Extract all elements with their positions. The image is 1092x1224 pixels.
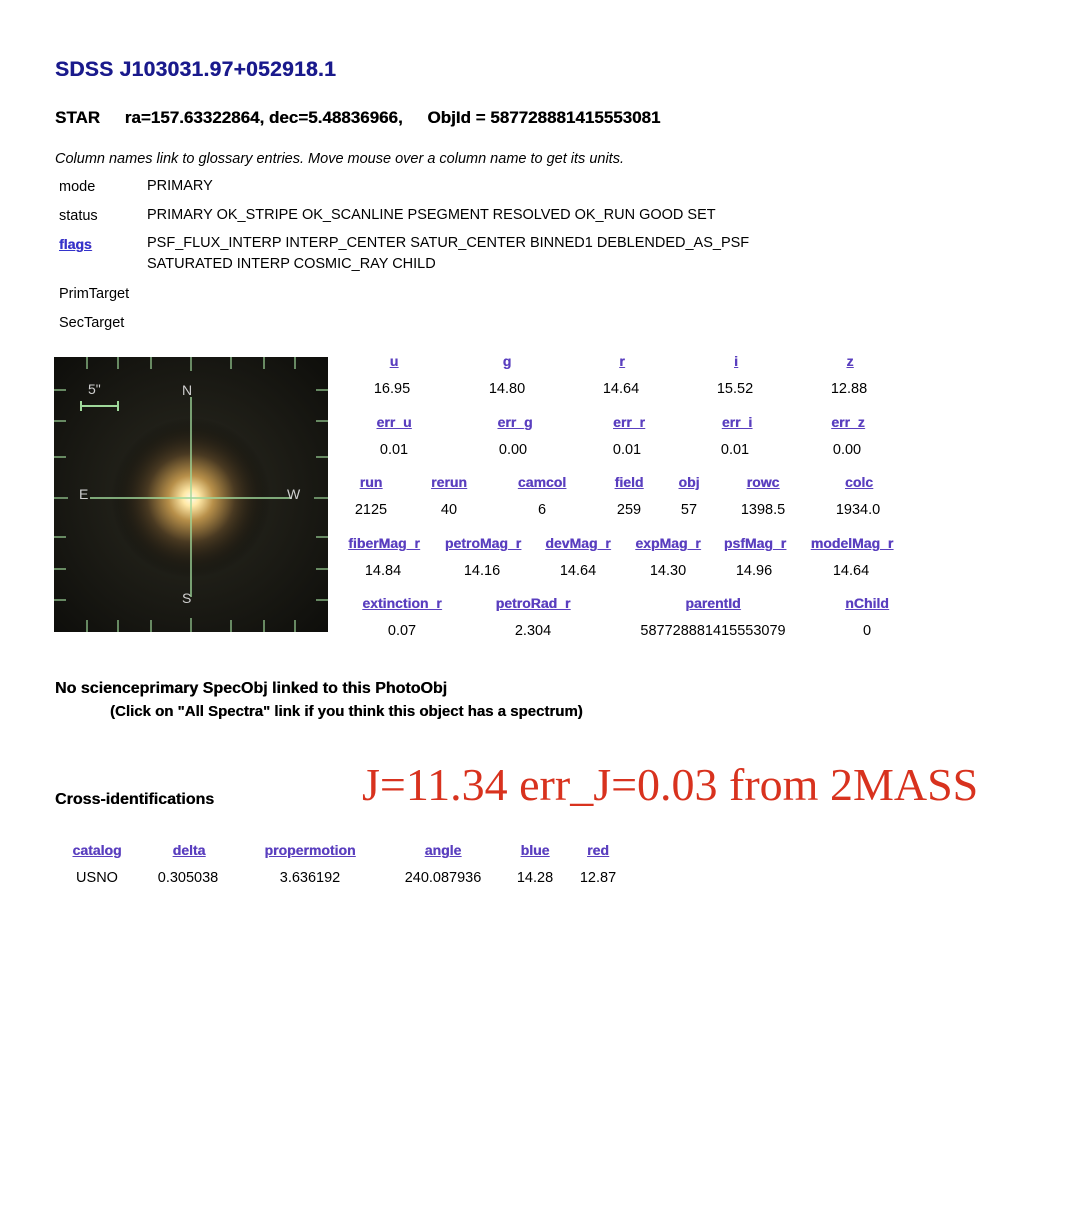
- col-header-err-u[interactable]: err_u: [376, 414, 412, 430]
- col-header-colc[interactable]: colc: [844, 474, 874, 490]
- col-header-err-i[interactable]: err_i: [721, 414, 753, 430]
- value-psfmag-r: 14.96: [735, 563, 773, 579]
- col-header-psfmag-r[interactable]: psfMag_r: [723, 535, 787, 551]
- value-field: 259: [616, 502, 642, 518]
- value-err-i: 0.01: [720, 442, 750, 458]
- flags-value: [147, 233, 749, 275]
- value-u: 16.95: [373, 381, 411, 397]
- col-header-parentid[interactable]: parentId: [685, 595, 741, 611]
- col-header-extinction-r[interactable]: extinction_r: [362, 595, 442, 611]
- flags-link[interactable]: flags: [59, 236, 92, 252]
- crossid-title: Cross-identifications: [55, 791, 215, 808]
- col-header-u[interactable]: u: [389, 353, 399, 369]
- col-header-z[interactable]: z: [846, 353, 854, 369]
- value-modelmag-r: 14.64: [832, 563, 870, 579]
- value-parentid: 587728881415553079: [640, 623, 786, 639]
- col-header-rerun[interactable]: rerun: [431, 474, 467, 490]
- spectrum-hint: (Click on "All Spectra" link if you think this object has a spectrum): [110, 703, 583, 720]
- mode-label: mode: [59, 179, 96, 195]
- value-red: 12.87: [579, 870, 617, 886]
- col-header-err-r[interactable]: err_r: [613, 414, 645, 430]
- status-value: PRIMARY OK_STRIPE OK_SCANLINE PSEGMENT RESOLVED OK_RUN GOOD SET: [147, 207, 716, 223]
- value-extinction-r: 0.07: [387, 623, 417, 639]
- col-header-modelmag-r[interactable]: modelMag_r: [810, 535, 894, 551]
- value-angle: 240.087936: [404, 870, 482, 886]
- col-header-obj[interactable]: obj: [678, 474, 700, 490]
- flags-value-line-2: SATURATED INTERP COSMIC_RAY CHILD: [147, 256, 436, 272]
- value-obj: 57: [680, 502, 698, 518]
- col-header-fibermag-r[interactable]: fiberMag_r: [348, 535, 420, 551]
- col-header-expmag-r[interactable]: expMag_r: [635, 535, 701, 551]
- east-label: E: [79, 486, 89, 502]
- col-header-red[interactable]: red: [587, 842, 609, 858]
- object-image-graphic: [54, 357, 328, 632]
- twomass-annotation: J=11.34 err_J=0.03 from 2MASS: [362, 759, 979, 810]
- west-label: W: [287, 486, 301, 502]
- col-header-blue[interactable]: blue: [520, 842, 550, 858]
- col-header-angle[interactable]: angle: [424, 842, 462, 858]
- mode-value: PRIMARY: [147, 178, 213, 194]
- col-header-rowc[interactable]: rowc: [746, 474, 780, 490]
- object-type: STAR: [55, 108, 101, 127]
- value-nchild: 0: [862, 623, 872, 639]
- value-petromag-r: 14.16: [463, 563, 501, 579]
- value-fibermag-r: 14.84: [364, 563, 402, 579]
- object-summary: [55, 108, 680, 128]
- value-petrorad-r: 2.304: [514, 623, 552, 639]
- col-header-delta[interactable]: delta: [172, 842, 206, 858]
- flags-value-line-1: PSF_FLUX_INTERP INTERP_CENTER SATUR_CENTER BINNED1 DEBLENDED_AS_PSF: [147, 235, 750, 251]
- sectarget-label: SecTarget: [59, 315, 125, 331]
- object-image[interactable]: [54, 357, 328, 632]
- col-header-err-z[interactable]: err_z: [831, 414, 865, 430]
- object-coords: ra=157.63322864, dec=5.48836966,: [124, 108, 403, 127]
- glossary-note: Column names link to glossary entries. Move mouse over a column name to get its units.: [55, 151, 624, 167]
- col-header-devmag-r[interactable]: devMag_r: [545, 535, 611, 551]
- col-header-field[interactable]: field: [614, 474, 644, 490]
- value-err-u: 0.01: [379, 442, 409, 458]
- value-rowc: 1398.5: [740, 502, 786, 518]
- col-header-err-g[interactable]: err_g: [497, 414, 533, 430]
- value-devmag-r: 14.64: [559, 563, 597, 579]
- south-label: S: [182, 590, 192, 606]
- value-catalog: USNO: [76, 870, 118, 886]
- col-header-propermotion[interactable]: propermotion: [264, 842, 356, 858]
- value-err-z: 0.00: [832, 442, 862, 458]
- col-header-catalog[interactable]: catalog: [72, 842, 122, 858]
- col-header-i[interactable]: i: [734, 353, 738, 369]
- value-z: 12.88: [830, 381, 868, 397]
- col-header-camcol[interactable]: camcol: [517, 474, 567, 490]
- value-g: 14.80: [488, 381, 526, 397]
- col-header-petrorad-r[interactable]: petroRad_r: [495, 595, 571, 611]
- primtarget-label: PrimTarget: [59, 286, 130, 302]
- col-header-petromag-r[interactable]: petroMag_r: [444, 535, 522, 551]
- value-blue: 14.28: [516, 870, 554, 886]
- col-header-r[interactable]: r: [619, 353, 625, 369]
- no-spectrum-notice: No scienceprimary SpecObj linked to this PhotoObj: [55, 680, 448, 697]
- object-id: ObjId = 587728881415553081: [427, 108, 661, 127]
- value-err-g: 0.00: [498, 442, 528, 458]
- value-expmag-r: 14.30: [649, 563, 687, 579]
- value-rerun: 40: [440, 502, 458, 518]
- value-delta: 0.305038: [157, 870, 219, 886]
- col-header-g[interactable]: g: [502, 353, 512, 369]
- value-run: 2125: [354, 502, 388, 518]
- value-r: 14.64: [602, 381, 640, 397]
- value-propermotion: 3.636192: [279, 870, 341, 886]
- value-camcol: 6: [537, 502, 547, 518]
- value-err-r: 0.01: [612, 442, 642, 458]
- status-label: status: [59, 208, 98, 224]
- col-header-run[interactable]: run: [359, 474, 383, 490]
- value-colc: 1934.0: [835, 502, 881, 518]
- north-label: N: [182, 382, 193, 398]
- scale-label: 5": [88, 381, 101, 397]
- col-header-nchild[interactable]: nChild: [845, 595, 889, 611]
- value-i: 15.52: [716, 381, 754, 397]
- object-title: SDSS J103031.97+052918.1: [55, 58, 337, 81]
